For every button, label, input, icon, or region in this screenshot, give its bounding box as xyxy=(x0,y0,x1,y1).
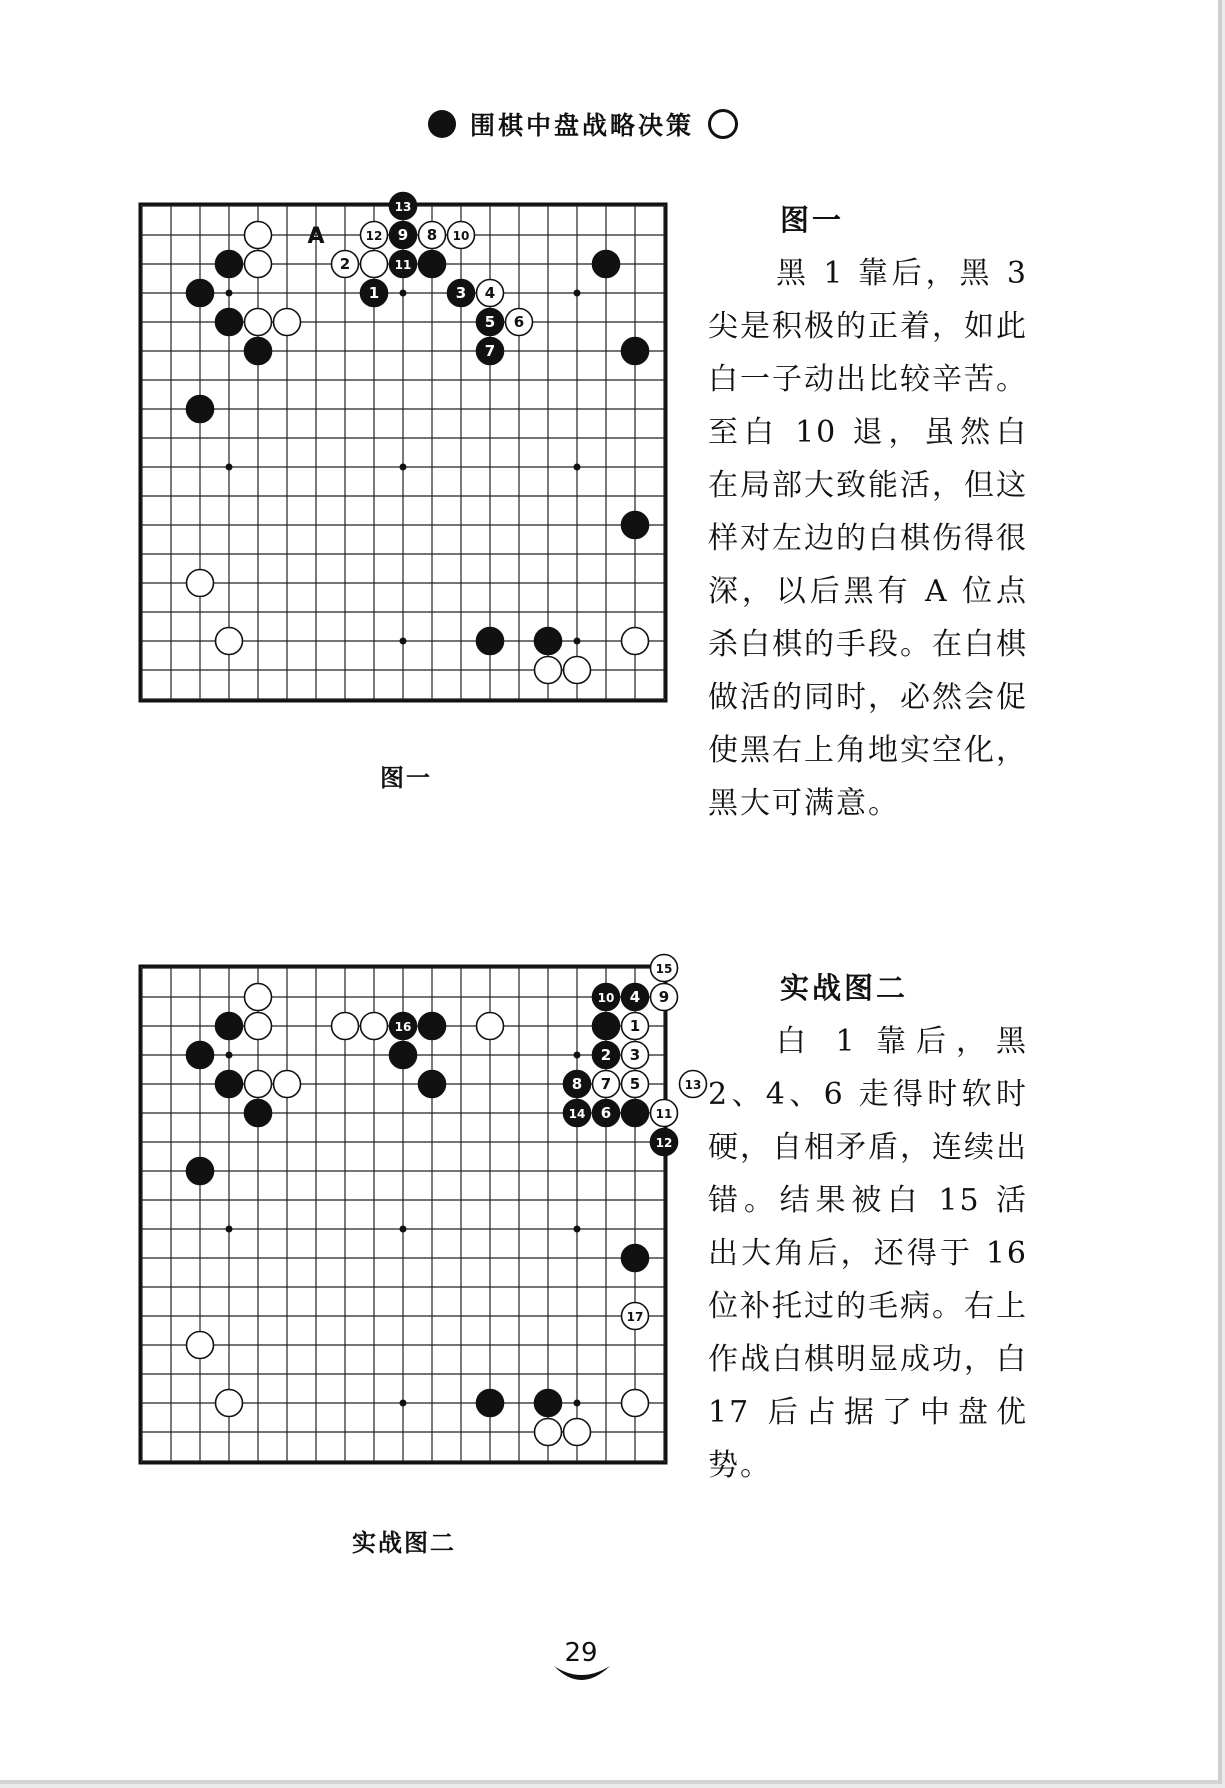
star-point xyxy=(400,638,407,645)
white-stone-4 xyxy=(477,280,504,307)
page-number: 29 xyxy=(564,1638,598,1668)
black-stone xyxy=(216,1071,243,1098)
move-number: 9 xyxy=(397,226,409,244)
black-stone-16 xyxy=(390,1013,417,1040)
diagram-1-caption: 图一 xyxy=(380,764,432,792)
black-stone xyxy=(187,1158,214,1185)
white-stone-11 xyxy=(651,1100,678,1127)
black-stone xyxy=(187,396,214,423)
black-stone-8 xyxy=(564,1071,591,1098)
white-stone xyxy=(535,657,562,684)
black-stone xyxy=(390,1042,417,1069)
star-point xyxy=(574,464,581,471)
black-stone-10 xyxy=(593,984,620,1011)
move-number: 12 xyxy=(655,1136,673,1150)
commentary-2 xyxy=(708,962,1028,1492)
star-point xyxy=(574,1226,581,1233)
white-stone xyxy=(245,984,272,1011)
black-stone-7 xyxy=(477,338,504,365)
star-point xyxy=(574,638,581,645)
commentary-1 xyxy=(708,194,1028,830)
white-stone-2 xyxy=(332,251,359,278)
point-label-a: A xyxy=(307,224,325,249)
star-point xyxy=(574,1400,581,1407)
white-stone-8 xyxy=(419,222,446,249)
black-stone xyxy=(216,1013,243,1040)
black-stone xyxy=(187,1042,214,1069)
star-point xyxy=(574,290,581,297)
move-number: 17 xyxy=(626,1310,644,1324)
move-number: 6 xyxy=(600,1104,612,1122)
move-number: 8 xyxy=(426,226,438,244)
move-number: 8 xyxy=(571,1075,583,1093)
black-stone xyxy=(245,338,272,365)
commentary-1-body: 黑 1 靠后，黑 3 尖是积极的正着，如此白一子动出比较辛苦。至白 10 退，虽然白在局部大致能活，但这样对左边的白棋伤得很深，以后黑有 A 位点杀白棋的手段。在白棋做活的同时，必然会促使黑右上角地实空化，黑大可满意。 xyxy=(708,256,1028,821)
board-grid xyxy=(140,966,666,1463)
black-stone xyxy=(245,1100,272,1127)
white-stone-5 xyxy=(622,1071,649,1098)
white-stone-9 xyxy=(651,984,678,1011)
black-stone xyxy=(622,1245,649,1272)
black-stone-6 xyxy=(593,1100,620,1127)
black-stone xyxy=(477,1390,504,1417)
move-number: 6 xyxy=(513,313,525,331)
black-stone xyxy=(216,309,243,336)
black-stone-12 xyxy=(651,1129,678,1156)
star-point xyxy=(400,1400,407,1407)
white-stone-6 xyxy=(506,309,533,336)
move-number: 7 xyxy=(600,1075,612,1093)
star-point xyxy=(400,1226,407,1233)
move-number: 10 xyxy=(452,229,470,243)
white-stone xyxy=(245,251,272,278)
star-point xyxy=(226,290,233,297)
move-number: 2 xyxy=(600,1046,612,1064)
black-stone xyxy=(593,1013,620,1040)
black-stone xyxy=(593,251,620,278)
star-point xyxy=(226,1226,233,1233)
white-stone xyxy=(187,570,214,597)
white-stone-17 xyxy=(622,1303,649,1330)
move-number: 15 xyxy=(655,962,673,976)
move-number: 1 xyxy=(368,284,380,302)
black-stone xyxy=(419,1071,446,1098)
white-stone-15 xyxy=(651,955,678,982)
black-stone xyxy=(535,628,562,655)
move-number: 2 xyxy=(339,255,351,273)
black-stone xyxy=(477,628,504,655)
white-stone xyxy=(274,309,301,336)
move-number: 12 xyxy=(365,229,383,243)
commentary-2-body: 白 1 靠后，黑 2、4、6 走得时软时硬，自相矛盾，连续出错。结果被白 15 活出大角后，还得于 16 位补托过的毛病。右上作战白棋明显成功，白 17 后占据了中盘优势。 xyxy=(708,1024,1028,1483)
white-stone-10 xyxy=(448,222,475,249)
black-stone xyxy=(622,1100,649,1127)
black-stone-icon xyxy=(428,110,456,138)
move-number: 16 xyxy=(394,1020,412,1034)
move-number: 5 xyxy=(629,1075,641,1093)
white-stone xyxy=(477,1013,504,1040)
commentary-2-title: 实战图二 xyxy=(780,971,909,1005)
white-stone xyxy=(187,1332,214,1359)
move-number: 9 xyxy=(658,988,670,1006)
move-number: 3 xyxy=(629,1046,641,1064)
star-point xyxy=(226,1052,233,1059)
black-stone-5 xyxy=(477,309,504,336)
page-number-swoosh-icon xyxy=(548,1632,618,1696)
move-number: 4 xyxy=(484,284,496,302)
star-point xyxy=(226,464,233,471)
running-header xyxy=(428,104,738,144)
white-stone xyxy=(622,628,649,655)
black-stone xyxy=(419,1013,446,1040)
white-stone-7 xyxy=(593,1071,620,1098)
white-stone xyxy=(535,1419,562,1446)
black-stone xyxy=(622,512,649,539)
white-stone-icon xyxy=(708,109,738,139)
move-number: 3 xyxy=(455,284,467,302)
white-stone-3 xyxy=(622,1042,649,1069)
white-stone xyxy=(245,222,272,249)
move-number: 10 xyxy=(597,991,615,1005)
black-stone-14 xyxy=(564,1100,591,1127)
white-stone-1 xyxy=(622,1013,649,1040)
white-stone xyxy=(361,251,388,278)
header-title: 围棋中盘战略决策 xyxy=(470,111,695,140)
white-stone xyxy=(332,1013,359,1040)
diagram-2-caption: 实战图二 xyxy=(352,1529,456,1557)
black-stone xyxy=(187,280,214,307)
move-number: 11 xyxy=(655,1107,673,1121)
white-stone xyxy=(245,1071,272,1098)
black-stone-9 xyxy=(390,222,417,249)
move-number: 7 xyxy=(484,342,496,360)
black-stone-1 xyxy=(361,280,388,307)
black-stone-13 xyxy=(390,193,417,220)
white-stone xyxy=(564,1419,591,1446)
star-point xyxy=(400,290,407,297)
commentary-1-title: 图一 xyxy=(780,203,845,237)
white-stone xyxy=(216,1390,243,1417)
move-number: 14 xyxy=(568,1107,586,1121)
black-stone-4 xyxy=(622,984,649,1011)
star-point xyxy=(574,1052,581,1059)
move-number: 5 xyxy=(484,313,496,331)
go-diagram-2 xyxy=(130,952,702,1492)
black-stone-3 xyxy=(448,280,475,307)
move-number: 13 xyxy=(394,200,412,214)
move-number: 13 xyxy=(684,1078,702,1092)
move-number: 4 xyxy=(629,988,641,1006)
white-stone-12 xyxy=(361,222,388,249)
move-number: 1 xyxy=(629,1017,641,1035)
move-number: 11 xyxy=(394,258,412,272)
black-stone-2 xyxy=(593,1042,620,1069)
white-stone xyxy=(361,1013,388,1040)
white-stone xyxy=(622,1390,649,1417)
white-stone xyxy=(274,1071,301,1098)
white-stone-13 xyxy=(680,1071,707,1098)
page-number-ornament xyxy=(548,1632,618,1696)
white-stone xyxy=(245,309,272,336)
white-stone xyxy=(564,657,591,684)
black-stone xyxy=(216,251,243,278)
white-stone xyxy=(245,1013,272,1040)
star-point xyxy=(400,464,407,471)
board-grid xyxy=(140,204,666,701)
black-stone xyxy=(535,1390,562,1417)
black-stone-11 xyxy=(390,251,417,278)
white-stone xyxy=(216,628,243,655)
black-stone xyxy=(419,251,446,278)
black-stone xyxy=(622,338,649,365)
go-diagram-1 xyxy=(130,190,690,730)
